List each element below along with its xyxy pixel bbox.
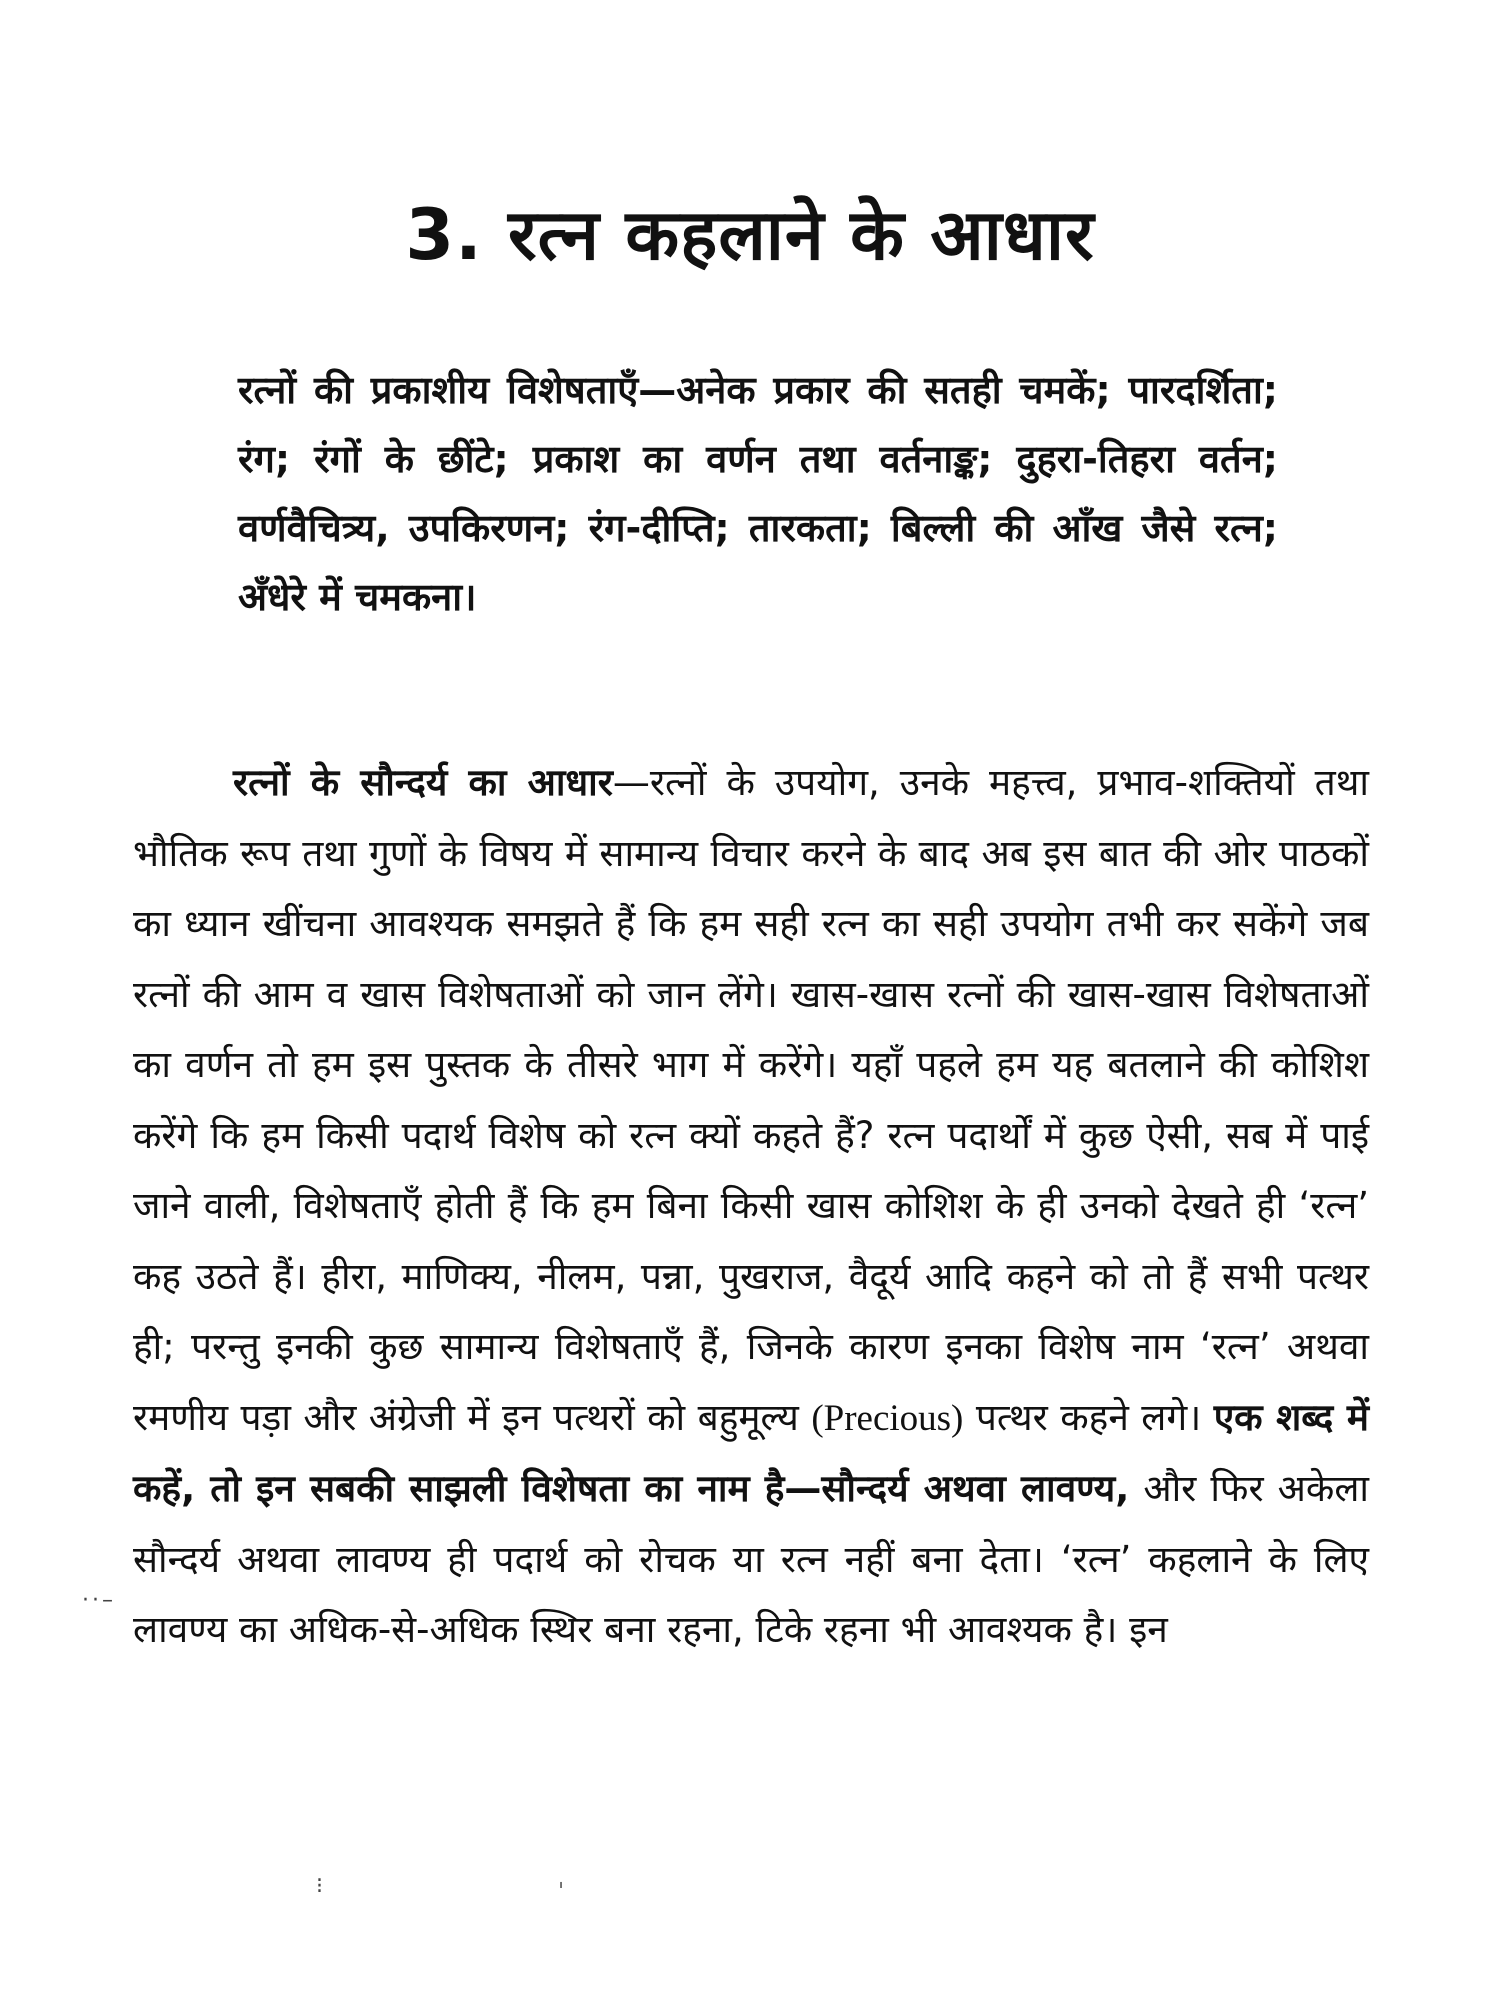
body-paragraph bbox=[133, 748, 1369, 1666]
chapter-title: 3. रत्न कहलाने के आधार bbox=[405, 194, 1095, 276]
margin-dash-marks: ··– bbox=[82, 1588, 116, 1613]
chapter-summary: रत्नों की प्रकाशीय विशेषताएँ—अनेक प्रकार की सतही चमकें; पारदर्शिता; रंग; रंगों के छींटे; प्रकाश का वर्णन तथा वर्तनाङ्क; दुहरा-तिहरा वर्तन; वर्णवैचित्र्य, उपकिरणन; रंग-दीप्ति; तारकता; बिल्ली की आँख जैसे रत्न; अँधेरे में चमकना। bbox=[238, 368, 1278, 619]
scan-speck-mark: ˈ bbox=[558, 1880, 565, 1905]
english-term: (Precious) bbox=[811, 1397, 964, 1439]
paragraph-lead-heading: रत्नों के सौन्दर्य का आधार bbox=[233, 761, 613, 804]
paragraph-text-part3: और फिर अकेला सौन्दर्य अथवा लावण्य ही पदार्थ को रोचक या रत्न नहीं बना देता। ‘रत्न’ कहलाने के लिए लावण्य का अधिक-से-अधिक स्थिर बना रहना, टिके रहना भी आवश्यक है। इन bbox=[133, 1467, 1369, 1651]
emphasized-sentence: एक शब्द में कहें, तो इन सबकी साझली विशेषता का नाम है—सौन्दर्य अथवा लावण्य, bbox=[133, 1395, 1369, 1510]
paragraph-text-part1: —रत्नों के उपयोग, उनके महत्त्व, प्रभाव-शक्तियों तथा भौतिक रूप तथा गुणों के विषय में सामान्य विचार करने के बाद अब इस बात की ओर पाठकों का ध्यान खींचना आवश्यक समझते हैं कि हम सही रत्न का सही उपयोग तभी कर सकेंगे जब रत्नों की आम व खास विशेषताओं को जान लेंगे। खास-खास रत्नों की खास-खास विशेषताओं का वर्णन तो हम इस पुस्तक के तीसरे भाग में करेंगे। यहाँ पहले हम यह बतलाने की कोशिश करेंगे कि हम किसी पदार्थ विशेष को रत्न क्यों कहते हैं? रत्न पदार्थों में कुछ ऐसी, सब में पाई जाने वाली, विशेषताएँ होती हैं कि हम बिना किसी खास कोशिश के ही उनको देखते ही ‘रत्न’ कह उठते हैं। हीरा, माणिक्य, नीलम, पन्ना, पुखराज, वैदूर्य आदि कहने को तो हैं सभी पत्थर ही; परन्तु इनकी कुछ सामान्य विशेषताएँ हैं, जिनके कारण इनका विशेष नाम ‘रत्न’ अथवा रमणीय पड़ा और अंग्रेजी में इन पत्थरों को बहुमूल्य bbox=[133, 761, 1369, 1439]
scan-speck-marks: ⁝ bbox=[316, 1874, 323, 1899]
paragraph-text-part2: पत्थर कहने लगे। bbox=[963, 1395, 1202, 1439]
